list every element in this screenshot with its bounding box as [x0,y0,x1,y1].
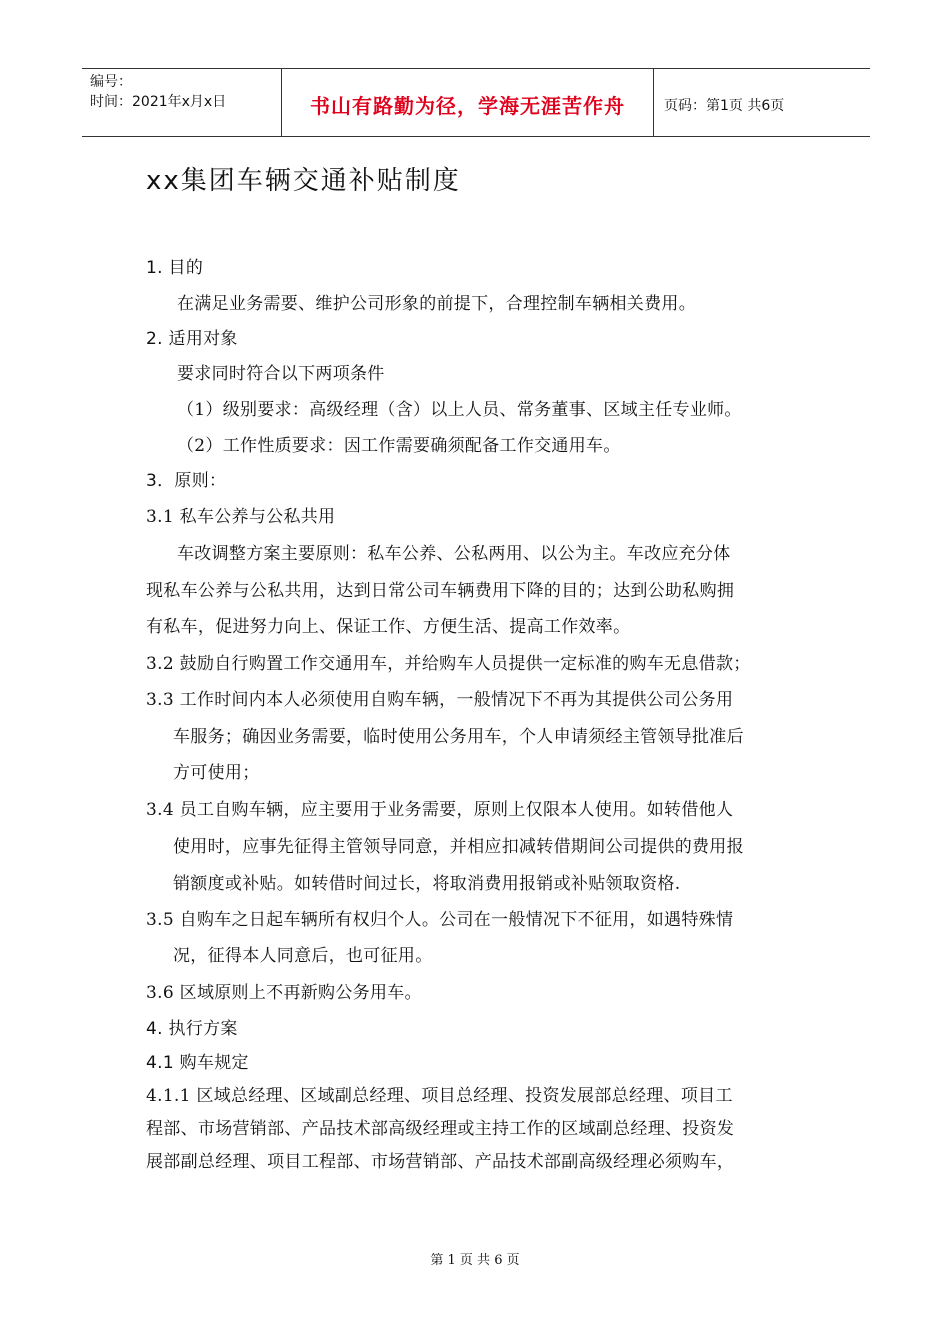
paragraph-line: 在满足业务需要、维护公司形象的前提下，合理控制车辆相关费用。 [177,294,696,314]
clause-line: 展部副总经理、项目工程部、市场营销部、产品技术部副高级经理必须购车， [146,1152,735,1172]
clause-line: 3.5 自购车之日起车辆所有权归个人。公司在一般情况下不征用，如遇特殊情 [146,910,734,930]
section-heading: 3．原则： [146,471,227,491]
clause-line: 3.3 工作时间内本人必须使用自购车辆，一般情况下不再为其提供公司公务用 [146,690,734,710]
clause-line: 使用时，应事先征得主管领导同意，并相应扣减转借期间公司提供的费用报 [173,837,744,857]
header-meta [82,69,282,136]
document-number-label: 编号： [90,74,132,90]
subsection-heading: 3.1 私车公养与公私共用 [146,507,336,527]
paragraph-line: 要求同时符合以下两项条件 [177,364,385,384]
clause-line: 程部、市场营销部、产品技术部高级经理或主持工作的区域副总经理、投资发 [146,1119,735,1139]
paragraph-line: 现私车公养与公私共用，达到日常公司车辆费用下降的目的；达到公助私购拥 [146,581,735,601]
clause-line: 3.2 鼓励自行购置工作交通用车，并给购车人员提供一定标准的购车无息借款； [146,654,751,674]
header-page-info: 页码：第1页 共6页 [664,97,785,114]
paragraph-line: 有私车，促进努力向上、保证工作、方便生活、提高工作效率。 [146,617,631,637]
clause-line: 况，征得本人同意后，也可征用。 [173,946,433,966]
document-date: 时间：2021年x月x日 [90,94,227,110]
document-title: xx集团车辆交通补贴制度 [146,166,461,196]
page-header [82,68,870,137]
list-item: （1）级别要求：高级经理（含）以上人员、常务董事、区域主任专业师。 [177,400,742,420]
section-heading: 1. 目的 [146,258,204,278]
clause-line: 车服务；确因业务需要，临时使用公务用车，个人申请须经主管领导批准后 [173,727,744,747]
subsection-heading: 4.1 购车规定 [146,1053,249,1073]
clause-line: 4.1.1 区域总经理、区域副总经理、项目总经理、投资发展部总经理、项目工 [146,1086,733,1106]
list-item: （2）工作性质要求：因工作需要确须配备工作交通用车。 [177,436,621,456]
header-motto: 书山有路勤为径，学海无涯苦作舟 [282,69,654,136]
paragraph-line: 车改调整方案主要原则：私车公养、公私两用、以公为主。车改应充分体 [177,544,731,564]
page-footer: 第 1 页 共 6 页 [430,1253,520,1268]
clause-line: 3.6 区域原则上不再新购公务用车。 [146,983,422,1003]
clause-line: 销额度或补贴。如转借时间过长，将取消费用报销或补贴领取资格. [173,874,681,894]
section-heading: 2. 适用对象 [146,329,238,349]
section-heading: 4. 执行方案 [146,1019,238,1039]
clause-line: 3.4 员工自购车辆，应主要用于业务需要，原则上仅限本人使用。如转借他人 [146,800,734,820]
clause-line: 方可使用； [173,763,260,783]
